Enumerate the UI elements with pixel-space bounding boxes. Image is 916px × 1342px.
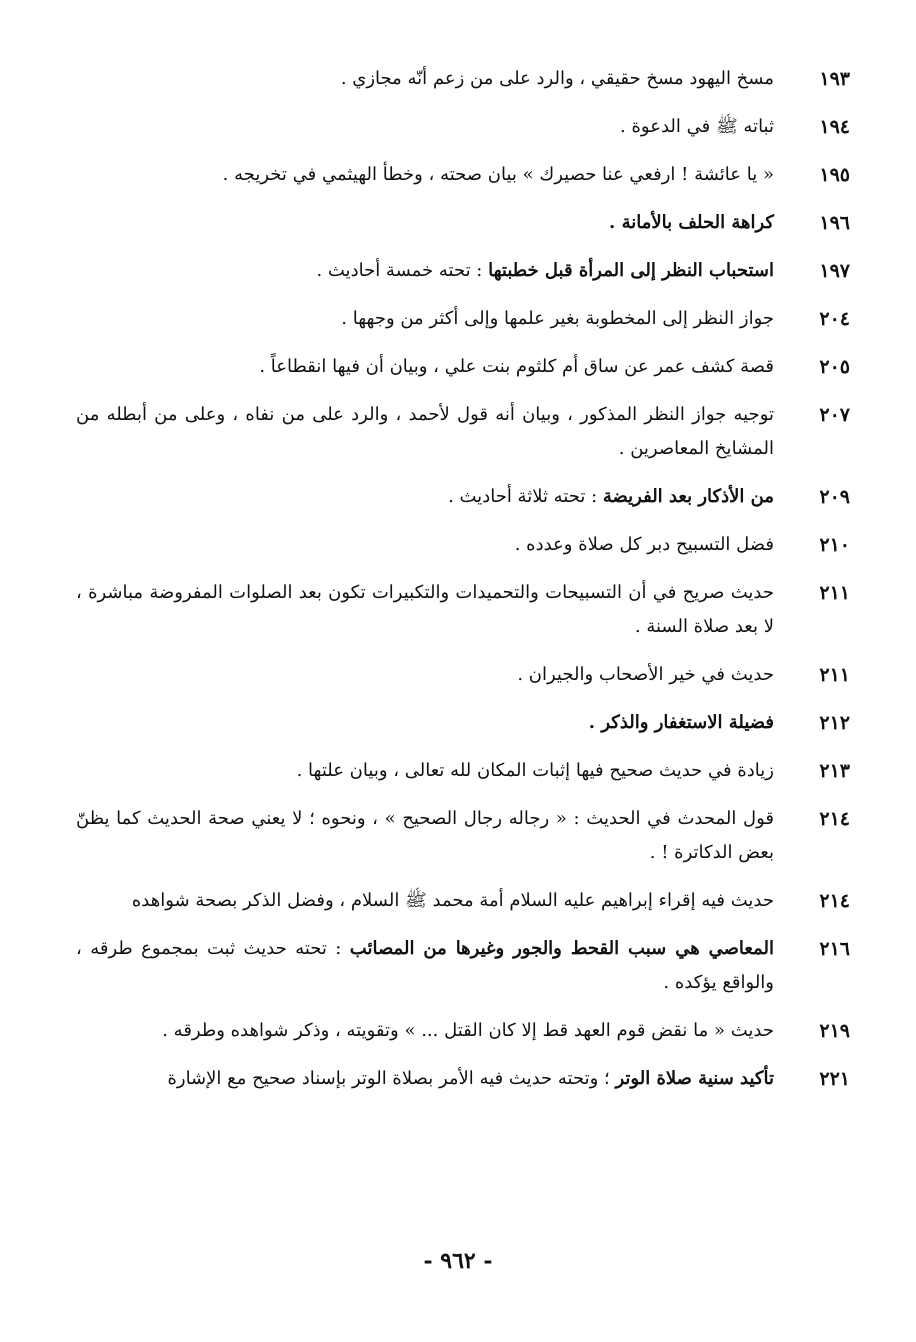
entry-page-number: ٢٠٥: [819, 356, 850, 378]
entry-description: قول المحدث في الحديث : « رجاله رجال الصحيح » ، ونحوه ؛ لا يعني صحة الحديث كما يظنّ بعض الدكاترة ! .: [76, 808, 774, 863]
entry-description: مسخ اليهود مسخ حقيقي ، والرد على من زعم أنّه مجازي .: [340, 68, 774, 89]
index-entry: [76, 350, 850, 384]
index-entry: [76, 1062, 850, 1096]
entry-description: حديث فيه إقراء إبراهيم عليه السلام أمة محمد ﷺ السلام ، وفضل الذكر بصحة شواهده: [131, 890, 774, 911]
entry-text: [76, 528, 788, 562]
entry-text: [76, 480, 788, 514]
entry-page-number: ٢٠٩: [819, 486, 850, 508]
index-entry: [76, 706, 850, 740]
index-entry: [76, 158, 850, 192]
entry-page-number: ٢١٢: [819, 712, 850, 734]
entry-page-number: ٢١٠: [819, 534, 850, 556]
index-entry: [76, 206, 850, 240]
index-entry: [76, 254, 850, 288]
entry-description: جواز النظر إلى المخطوبة بغير علمها وإلى أكثر من وجهها .: [341, 308, 774, 329]
entry-description: « يا عائشة ! ارفعي عنا حصيرك » بيان صحته ، وخطأ الهيثمي في تخريجه .: [222, 164, 774, 185]
index-entry-list: [76, 62, 850, 1096]
page-number-footer: - ٩٦٢ -: [423, 1248, 493, 1274]
entry-heading: استحباب النظر إلى المرأة قبل خطبتها: [488, 260, 774, 281]
entry-page-number: ١٩٧: [819, 260, 850, 282]
entry-text: [76, 302, 788, 336]
entry-text: [76, 658, 788, 692]
entry-heading: فضيلة الاستغفار والذكر .: [588, 712, 774, 733]
entry-text: [76, 158, 788, 192]
index-entry: [76, 528, 850, 562]
index-entry: [76, 302, 850, 336]
entry-description: حديث « ما نقض قوم العهد قط إلا كان القتل ... » وتقويته ، وذكر شواهده وطرقه .: [162, 1020, 774, 1041]
entry-description: : تحته خمسة أحاديث .: [316, 260, 489, 281]
entry-page-number: ٢١٣: [819, 760, 850, 782]
entry-page-number: ٢١١: [819, 664, 850, 686]
index-entry: [76, 62, 850, 96]
entry-page-number: ٢١١: [819, 582, 850, 604]
entry-text: [76, 206, 788, 240]
entry-description: زيادة في حديث صحيح فيها إثبات المكان لله تعالى ، وبيان علتها .: [296, 760, 774, 781]
entry-description: ؛ وتحته حديث فيه الأمر بصلاة الوتر بإسناد صحيح مع الإشارة: [167, 1068, 616, 1089]
entry-heading: كراهة الحلف بالأمانة .: [609, 212, 774, 233]
entry-heading: تأكيد سنية صلاة الوتر: [615, 1068, 774, 1089]
index-entry: [76, 932, 850, 1000]
index-entry: [76, 398, 850, 466]
entry-page-number: ١٩٣: [819, 68, 850, 90]
entry-text: [76, 1062, 788, 1096]
entry-text: [76, 398, 788, 466]
entry-page-number: ٢٠٧: [819, 404, 850, 426]
entry-description: : تحته حديث ثبت بمجموع طرقه ، والواقع يؤكده .: [76, 938, 774, 993]
entry-page-number: ٢١٤: [819, 808, 850, 830]
entry-text: [76, 754, 788, 788]
entry-page-number: ١٩٦: [819, 212, 850, 234]
index-entry: [76, 658, 850, 692]
entry-page-number: ٢١٩: [819, 1020, 850, 1042]
index-entry: [76, 884, 850, 918]
entry-text: [76, 576, 788, 644]
index-entry: [76, 754, 850, 788]
entry-description: حديث في خير الأصحاب والجيران .: [517, 664, 774, 685]
entry-page-number: ٢١٦: [819, 938, 850, 960]
entry-description: : تحته ثلاثة أحاديث .: [448, 486, 603, 507]
entry-heading: من الأذكار بعد الفريضة: [602, 486, 774, 507]
entry-text: [76, 932, 788, 1000]
index-entry: [76, 802, 850, 870]
entry-description: فضل التسبيح دبر كل صلاة وعدده .: [514, 534, 774, 555]
entry-text: [76, 110, 788, 144]
entry-description: ثباته ﷺ في الدعوة .: [620, 116, 774, 137]
entry-text: [76, 802, 788, 870]
entry-page-number: ٢٢١: [819, 1068, 850, 1090]
index-entry: [76, 110, 850, 144]
entry-text: [76, 350, 788, 384]
entry-page-number: ١٩٤: [819, 116, 850, 138]
index-entry: [76, 1014, 850, 1048]
entry-page-number: ١٩٥: [819, 164, 850, 186]
index-entry: [76, 480, 850, 514]
entry-description: حديث صريح في أن التسبيحات والتحميدات والتكبيرات تكون بعد الصلوات المفروضة مباشرة ، لا بعد صلاة السنة .: [76, 582, 774, 637]
entry-page-number: ٢٠٤: [819, 308, 850, 330]
entry-description: توجيه جواز النظر المذكور ، وبيان أنه قول لأحمد ، والرد على من نفاه ، وعلى من أبطله من المشايخ المعاصرين .: [76, 404, 774, 459]
entry-description: قصة كشف عمر عن ساق أم كلثوم بنت علي ، وبيان أن فيها انقطاعاً .: [259, 356, 774, 377]
entry-text: [76, 706, 788, 740]
entry-text: [76, 884, 788, 918]
entry-page-number: ٢١٤: [819, 890, 850, 912]
entry-text: [76, 62, 788, 96]
entry-text: [76, 254, 788, 288]
entry-text: [76, 1014, 788, 1048]
entry-heading: المعاصي هي سبب القحط والجور وغيرها من المصائب: [349, 938, 774, 959]
index-entry: [76, 576, 850, 644]
